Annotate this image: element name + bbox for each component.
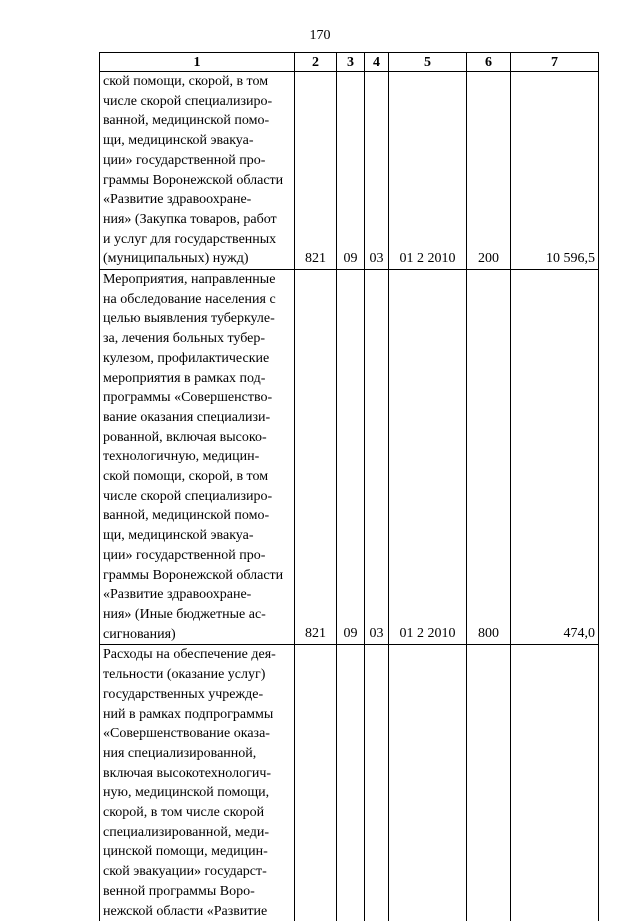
target-article-cell <box>389 645 467 921</box>
target-article-cell: 01 2 2010 <box>389 270 467 645</box>
description-line: ванной, медицинской помо- <box>103 113 270 129</box>
header-row <box>100 53 599 72</box>
description-line: на обследование населения с <box>103 291 276 307</box>
description-line: специализированной, меди- <box>103 824 270 840</box>
section-code-cell: 09 <box>337 270 365 645</box>
amount-cell <box>511 645 599 921</box>
description-line: ской помощи, скорой, в том <box>103 74 269 89</box>
description-line: «Развитие здравоохране- <box>103 192 252 208</box>
ministry-code-cell: 821 <box>295 72 337 270</box>
header-col-4: 4 <box>365 53 389 72</box>
expense-type-cell: 200 <box>467 72 511 270</box>
subsection-code-cell: 03 <box>365 72 389 270</box>
description-line: граммы Воронежской области <box>103 172 284 188</box>
description-line: рованной, включая высоко- <box>103 429 267 445</box>
description-line: Расходы на обеспечение дея- <box>103 647 276 663</box>
section-code-cell <box>337 645 365 921</box>
description-line: ской эвакуации» государст- <box>103 864 267 880</box>
description-line: (муниципальных) нужд) <box>103 251 249 267</box>
header-col-3: 3 <box>337 53 365 72</box>
description-line: ния» (Иные бюджетные ас- <box>103 606 266 622</box>
description-line: кулезом, профилактические <box>103 350 270 366</box>
description-line: включая высокотехнологич- <box>103 765 272 781</box>
description-line: сигнования) <box>103 626 176 642</box>
expense-type-cell: 800 <box>467 270 511 645</box>
description-line: вание оказания специализи- <box>103 409 271 425</box>
budget-table <box>99 52 599 921</box>
description-line: мероприятия в рамках под- <box>103 370 266 386</box>
description-line: скорой, в том числе скорой <box>103 805 265 821</box>
description-line: за, лечения больных тубер- <box>103 331 266 347</box>
description-line: и услуг для государственных <box>103 231 277 247</box>
target-article-cell: 01 2 2010 <box>389 72 467 270</box>
table-row <box>100 270 599 645</box>
section-code-cell: 09 <box>337 72 365 270</box>
subsection-code-cell: 03 <box>365 270 389 645</box>
header-col-6: 6 <box>467 53 511 72</box>
ministry-code-cell <box>295 645 337 921</box>
description-line: «Развитие здравоохране- <box>103 587 252 603</box>
description-line: нежской области «Развитие <box>103 903 268 919</box>
description-line: ния» (Закупка товаров, работ <box>103 211 277 227</box>
description-line: государственных учрежде- <box>103 686 264 702</box>
expense-type-cell <box>467 645 511 921</box>
description-line: ции» государственной про- <box>103 547 266 563</box>
row-description <box>100 72 295 270</box>
header-col-5: 5 <box>389 53 467 72</box>
description-line: венной программы Воро- <box>103 883 255 899</box>
amount-cell: 474,0 <box>511 270 599 645</box>
row-description <box>100 645 295 921</box>
description-line: ния специализированной, <box>103 745 257 761</box>
description-line: ную, медицинской помощи, <box>103 785 270 801</box>
description-line: целью выявления туберкуле- <box>103 311 275 327</box>
header-col-7: 7 <box>511 53 599 72</box>
description-line: технологичную, медицин- <box>103 449 260 465</box>
row-description <box>100 270 295 645</box>
description-line: ний в рамках подпрограммы <box>103 706 274 722</box>
description-line: ции» государственной про- <box>103 152 266 168</box>
description-line: щи, медицинской эвакуа- <box>103 133 254 149</box>
ministry-code-cell: 821 <box>295 270 337 645</box>
description-line: граммы Воронежской области <box>103 567 284 583</box>
description-line: щи, медицинской эвакуа- <box>103 528 254 544</box>
description-line: цинской помощи, медицин- <box>103 844 268 860</box>
description-line: числе скорой специализиро- <box>103 488 273 504</box>
header-col-1: 1 <box>100 53 295 72</box>
header-col-2: 2 <box>295 53 337 72</box>
description-line: числе скорой специализиро- <box>103 93 273 109</box>
description-line: ванной, медицинской помо- <box>103 508 270 524</box>
table-row <box>100 645 599 921</box>
description-line: программы «Совершенство- <box>103 390 273 406</box>
description-line: тельности (оказание услуг) <box>103 667 266 683</box>
description-line: Мероприятия, направленные <box>103 272 276 288</box>
description-line: ской помощи, скорой, в том <box>103 469 269 485</box>
page-number: 170 <box>309 28 331 43</box>
table-row <box>100 72 599 270</box>
subsection-code-cell <box>365 645 389 921</box>
amount-cell: 10 596,5 <box>511 72 599 270</box>
description-line: «Совершенствование оказа- <box>103 726 270 742</box>
